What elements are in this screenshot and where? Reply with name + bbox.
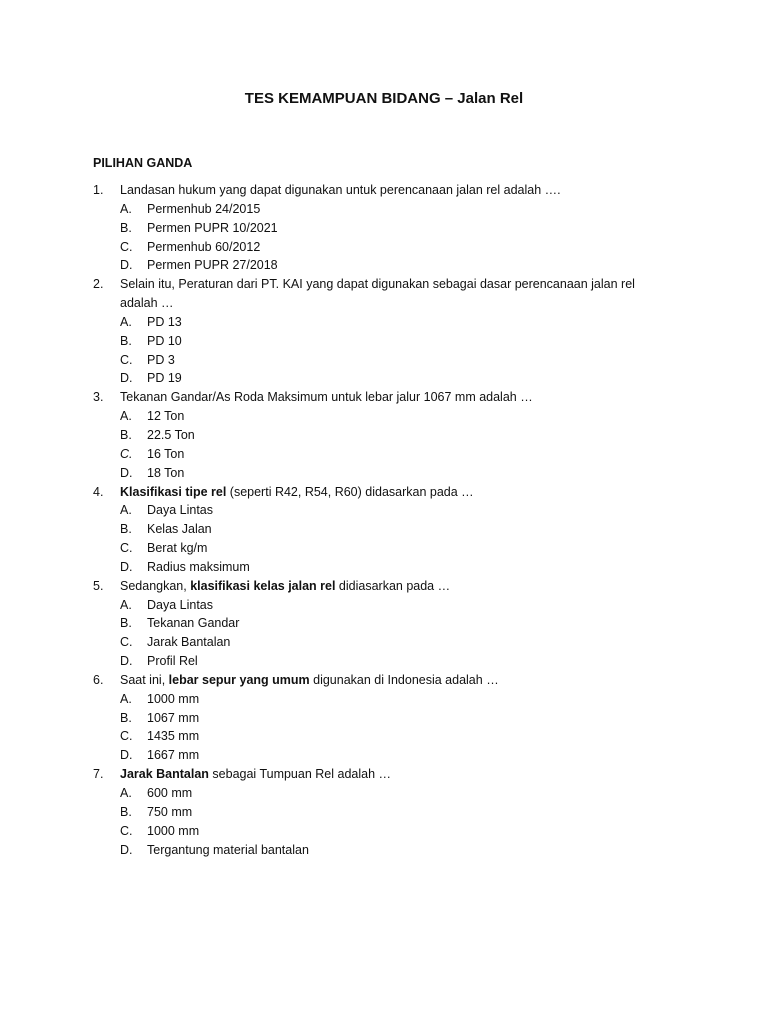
question-text-part: digunakan di Indonesia adalah … — [309, 672, 499, 687]
answer-options — [120, 200, 673, 275]
option-text: Radius maksimum — [147, 559, 250, 574]
option-letter: B. — [120, 804, 132, 819]
answer-option — [120, 690, 673, 709]
option-letter: B. — [120, 427, 132, 442]
option-text: 18 Ton — [147, 465, 185, 480]
option-text: 1667 mm — [147, 748, 200, 763]
answer-options — [120, 596, 673, 671]
option-letter: D. — [120, 842, 133, 857]
question-number: 2. — [93, 277, 104, 292]
question-item — [93, 275, 673, 388]
option-letter: B. — [120, 522, 132, 537]
option-letter: C. — [120, 541, 133, 556]
question-text — [120, 275, 673, 313]
option-text: PD 19 — [147, 371, 182, 386]
option-letter: B. — [120, 220, 132, 235]
question-text-part: didiasarkan pada … — [335, 578, 451, 593]
option-text: 750 mm — [147, 804, 193, 819]
answer-option — [120, 633, 673, 652]
answer-options — [120, 313, 673, 388]
option-letter: D. — [120, 748, 133, 763]
option-letter: A. — [120, 409, 132, 424]
option-letter: D. — [120, 371, 133, 386]
question-item — [93, 483, 673, 577]
option-letter: B. — [120, 710, 132, 725]
question-text-bold: Klasifikasi tipe rel — [120, 484, 227, 499]
option-text: 1435 mm — [147, 729, 200, 744]
option-letter: A. — [120, 691, 132, 706]
answer-option — [120, 558, 673, 577]
option-letter: C. — [120, 239, 133, 254]
option-letter: A. — [120, 597, 132, 612]
option-text: 16 Ton — [147, 446, 185, 461]
answer-option — [120, 727, 673, 746]
question-text — [120, 765, 673, 784]
option-text: 600 mm — [147, 786, 193, 800]
option-text: Tekanan Gandar — [147, 616, 240, 631]
answer-option — [120, 464, 673, 483]
answer-option — [120, 652, 673, 671]
question-number: 3. — [93, 390, 104, 405]
option-text: 22.5 Ton — [147, 427, 195, 442]
option-letter: A. — [120, 201, 132, 216]
answer-option — [120, 784, 673, 803]
question-text — [120, 181, 673, 200]
question-text-part: Landasan hukum yang dapat digunakan untuk perencanaan jalan rel adalah …. — [120, 183, 561, 197]
question-text-bold: lebar sepur yang umum — [168, 672, 310, 687]
answer-option — [120, 200, 673, 219]
option-letter: C. — [120, 352, 133, 367]
question-text — [120, 577, 673, 596]
answer-option — [120, 256, 673, 275]
question-text-part: Tekanan Gandar/As Roda Maksimum untuk lebar jalur 1067 mm adalah … — [120, 390, 533, 405]
answer-options — [120, 407, 673, 482]
question-text — [120, 671, 673, 690]
answer-option — [120, 614, 673, 633]
question-item — [93, 388, 673, 482]
option-letter: A. — [120, 503, 132, 518]
answer-options — [120, 784, 673, 859]
option-text: Permenhub 60/2012 — [147, 239, 261, 254]
question-text-part: Sedangkan, — [120, 578, 191, 593]
option-letter: C. — [120, 635, 133, 650]
question-text — [120, 388, 673, 407]
question-text-bold: Jarak Bantalan — [120, 767, 209, 782]
option-letter: C. — [120, 729, 133, 744]
question-number: 6. — [93, 672, 104, 687]
answer-option — [120, 445, 673, 464]
option-text: Permenhub 24/2015 — [147, 201, 261, 216]
option-text: 1000 mm — [147, 691, 200, 706]
question-number: 5. — [93, 578, 104, 593]
option-text: Daya Lintas — [147, 597, 214, 612]
question-item — [93, 181, 673, 275]
option-letter: D. — [120, 654, 133, 669]
answer-option — [120, 407, 673, 426]
option-text: Berat kg/m — [147, 541, 208, 556]
option-text: PD 3 — [147, 352, 175, 367]
question-text-bold: klasifikasi kelas jalan rel — [190, 578, 336, 593]
answer-options — [120, 501, 673, 576]
answer-option — [120, 709, 673, 728]
question-number: 4. — [93, 484, 104, 499]
document-title: TES KEMAMPUAN BIDANG – Jalan Rel — [244, 90, 524, 107]
question-list — [93, 181, 673, 859]
option-text: Tergantung material bantalan — [147, 842, 309, 857]
question-text-part: Selain itu, Peraturan dari PT. KAI yang dapat digunakan sebagai dasar perencanaan jalan rel adalah … — [120, 277, 635, 311]
answer-option — [120, 520, 673, 539]
option-letter: D. — [120, 559, 133, 574]
answer-option — [120, 501, 673, 520]
answer-option — [120, 426, 673, 445]
question-text — [120, 483, 673, 502]
answer-option — [120, 746, 673, 765]
answer-option — [120, 539, 673, 558]
option-letter: A. — [120, 314, 132, 329]
question-text-part: (seperti R42, R54, R60) didasarkan pada … — [226, 484, 474, 499]
question-text-part: Saat ini, — [120, 672, 169, 687]
question-item — [93, 765, 673, 859]
option-letter: B. — [120, 616, 132, 631]
question-text-part: sebagai Tumpuan Rel adalah … — [208, 767, 391, 782]
answer-option — [120, 596, 673, 615]
option-letter: D. — [120, 258, 133, 273]
answer-option — [120, 369, 673, 388]
option-letter: B. — [120, 333, 132, 348]
answer-option — [120, 351, 673, 370]
option-text: Jarak Bantalan — [147, 635, 231, 650]
option-text: PD 10 — [147, 333, 182, 348]
option-text: 1067 mm — [147, 710, 200, 725]
option-text: 12 Ton — [147, 409, 185, 424]
option-text: Kelas Jalan — [147, 522, 212, 537]
option-text: Profil Rel — [147, 654, 198, 669]
question-item — [93, 671, 673, 765]
answer-options — [120, 690, 673, 765]
option-letter: C. — [120, 823, 133, 838]
question-number: 1. — [93, 183, 104, 197]
option-letter: A. — [120, 786, 132, 800]
answer-option — [120, 803, 673, 822]
option-text: 1000 mm — [147, 823, 200, 838]
answer-option — [120, 822, 673, 841]
question-number: 7. — [93, 767, 104, 782]
option-letter: C. — [120, 446, 133, 461]
answer-option — [120, 238, 673, 257]
question-item — [93, 577, 673, 671]
section-heading: PILIHAN GANDA — [93, 156, 193, 170]
option-text: Permen PUPR 27/2018 — [147, 258, 278, 273]
option-text: Daya Lintas — [147, 503, 214, 518]
option-text: Permen PUPR 10/2021 — [147, 220, 278, 235]
answer-option — [120, 841, 673, 860]
option-letter: D. — [120, 465, 133, 480]
answer-option — [120, 313, 673, 332]
option-text: PD 13 — [147, 314, 182, 329]
answer-option — [120, 219, 673, 238]
answer-option — [120, 332, 673, 351]
